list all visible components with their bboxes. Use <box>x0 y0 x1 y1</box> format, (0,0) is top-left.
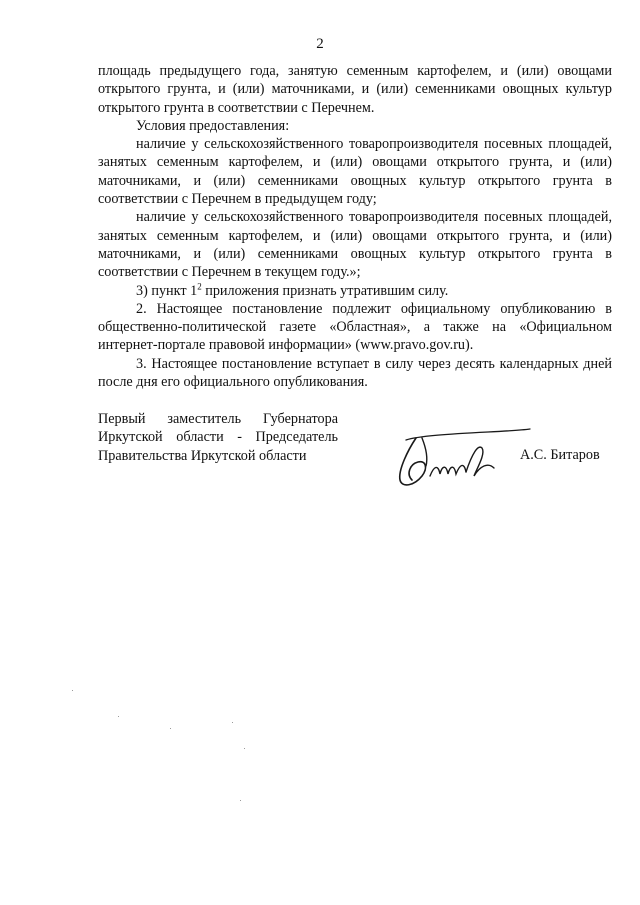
document-body <box>98 62 612 391</box>
paragraph-condition-current-year: наличие у сельскохозяйственного товаропроизводителя посевных площадей, занятых семенным картофелем, и (или) овощами открытого грунта, и (или) маточниками, и (или) семенниками овощных культур открытого грунта в соответствии с Перечнем в текущем году.»; <box>98 209 612 281</box>
paragraph-entry-into-force: 3. Настоящее постановление вступает в силу через десять календарных дней после дня его официального опубликования. <box>98 355 612 391</box>
item3-superscript: 2 <box>197 280 202 291</box>
signer-title-line-2: Иркутской области - Председатель <box>98 429 338 446</box>
signature-block <box>98 410 612 500</box>
scan-speck <box>244 748 245 749</box>
scan-speck <box>232 722 233 723</box>
paragraph-continuation: площадь предыдущего года, занятую семенным картофелем, и (или) овощами открытого грунта, и (или) маточниками, и (или) семенниками овощных культур открытого грунта в соответствии с Перечнем. <box>98 63 612 116</box>
paragraph-conditions-heading: Условия предоставления: <box>136 117 290 134</box>
paragraph-condition-previous-year: наличие у сельскохозяйственного товаропроизводителя посевных площадей, занятых семенным картофелем, и (или) овощами открытого грунта, и (или) маточниками, и (или) семенниками овощных культур открытого грунта в соответствии с Перечнем в предыдущем году; <box>98 136 612 208</box>
scan-speck <box>240 800 241 801</box>
page-number: 2 <box>316 36 324 52</box>
item3-text-after: приложения признать утратившим силу. <box>201 282 449 299</box>
signer-title <box>98 410 338 465</box>
signer-title-line-1: Первый заместитель Губернатора <box>98 411 338 427</box>
scan-speck <box>118 716 119 717</box>
handwritten-signature <box>378 418 538 498</box>
paragraph-publication: 2. Настоящее постановление подлежит официальному опубликованию в общественно-политической газете «Областная», а также на «Официальном интернет-портале правовой информации» (www.pravo.gov.ru). <box>98 300 612 354</box>
signer-title-line-3: Правительства Иркутской области <box>98 447 307 464</box>
scan-speck <box>170 728 171 729</box>
signer-name: А.С. Битаров <box>520 447 600 463</box>
paragraph-item-3 <box>98 282 612 300</box>
item3-text-before: 3) пункт 1 <box>136 282 198 299</box>
scan-speck <box>72 690 73 691</box>
